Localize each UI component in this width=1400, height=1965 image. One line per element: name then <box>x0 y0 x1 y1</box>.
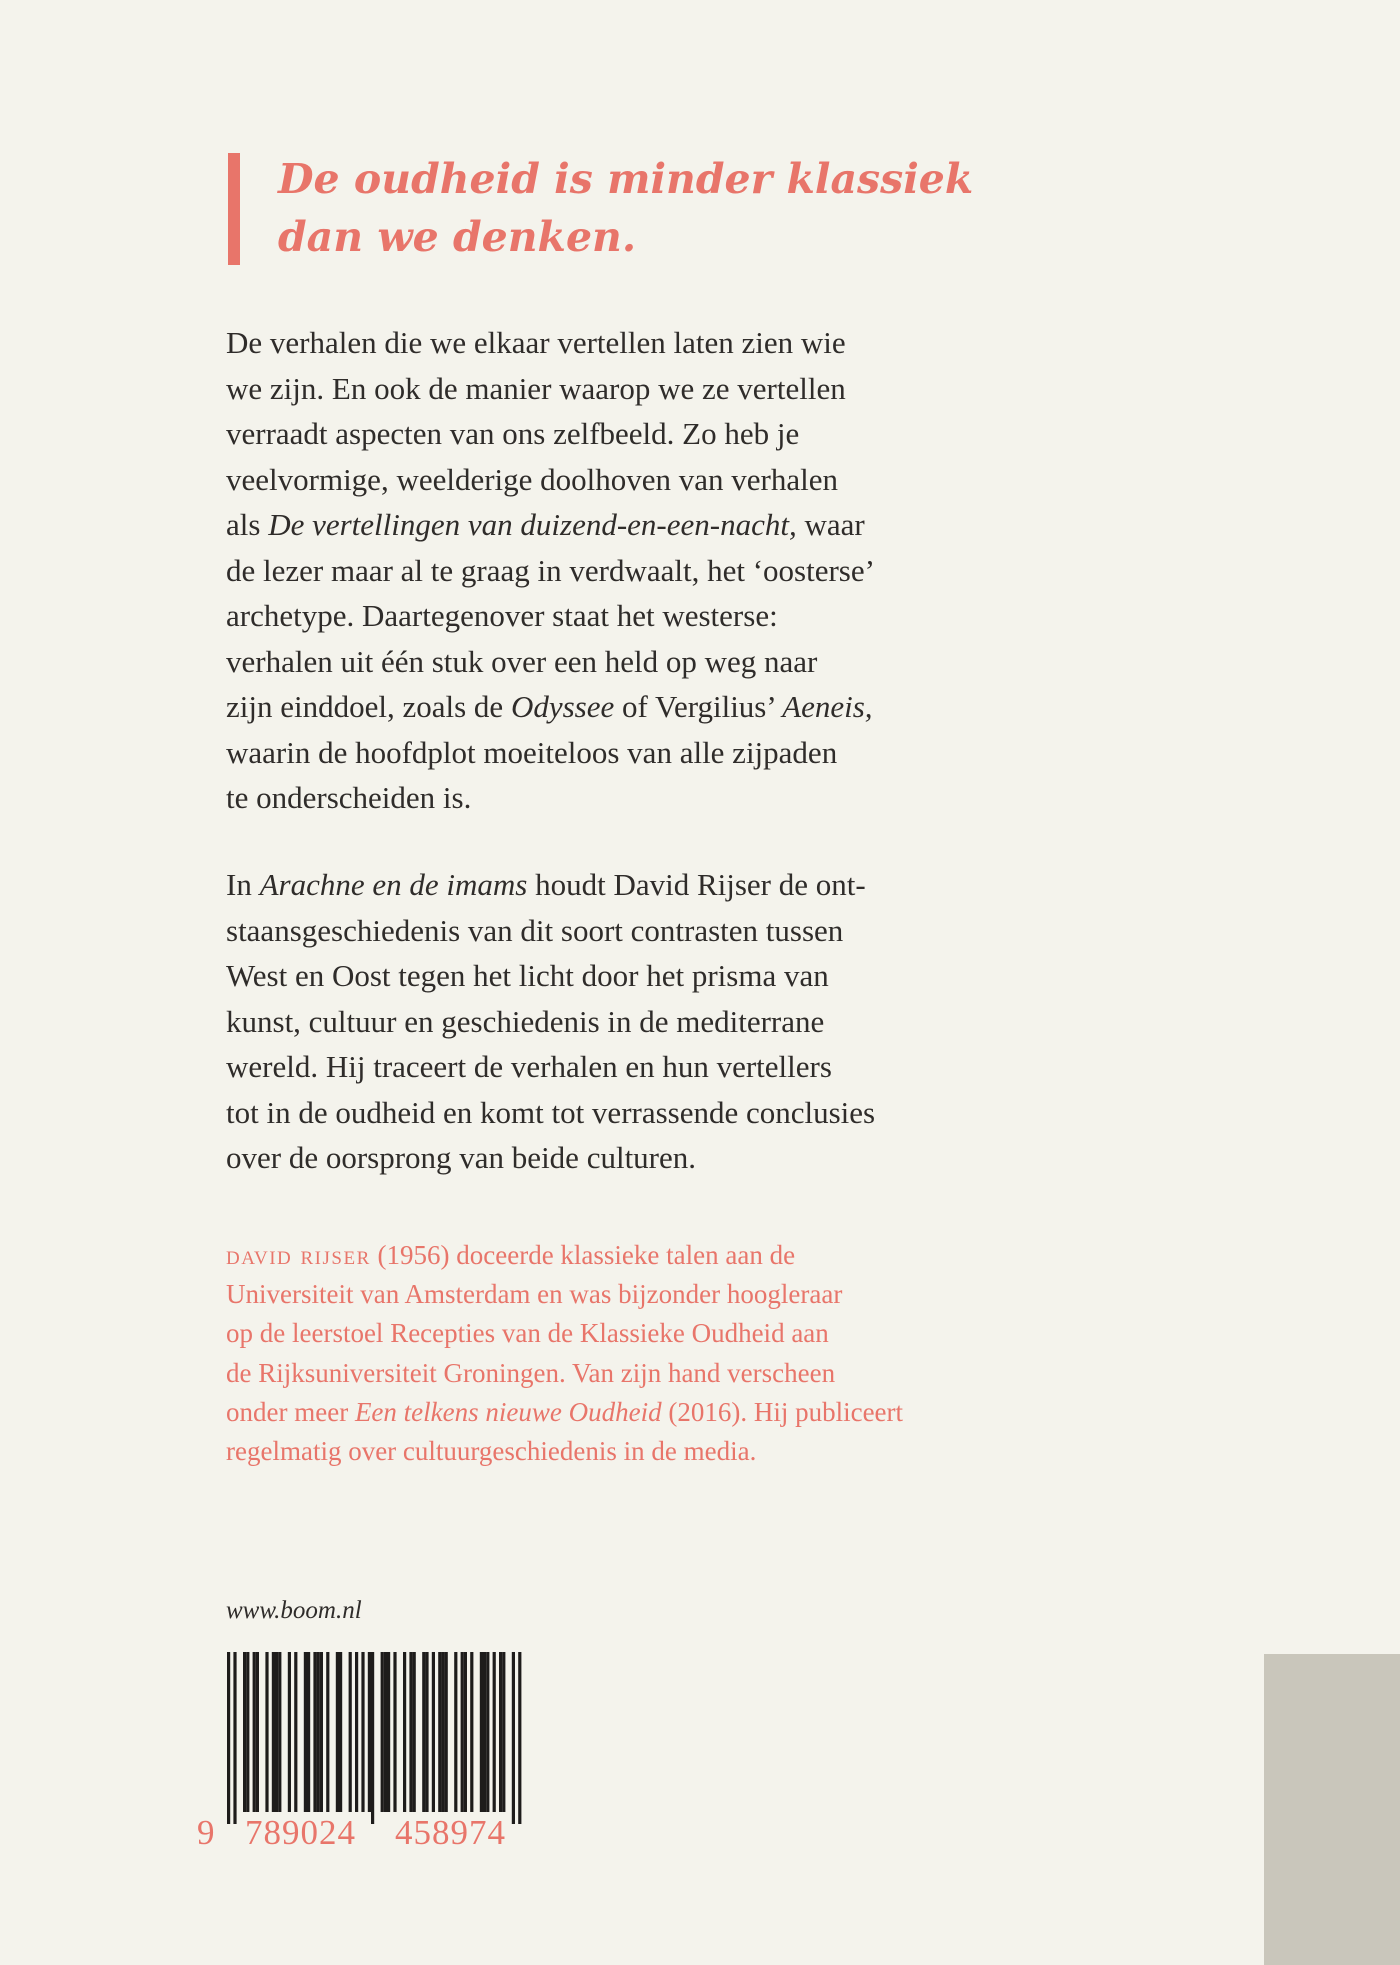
line-text: we zijn. En ook de manier waarop we ze vertellen <box>226 370 846 406</box>
tagline-line-2: dan we denken. <box>278 213 637 261</box>
barcode-bar <box>304 1652 307 1812</box>
barcode-bar <box>288 1652 291 1812</box>
barcode-bar <box>326 1652 329 1812</box>
tagline-line-1: De oudheid is minder klassiek <box>278 155 974 203</box>
bio-line <box>226 1236 1026 1275</box>
barcode-bar <box>461 1652 464 1812</box>
barcode-bar <box>361 1652 364 1812</box>
barcode-bar <box>265 1652 268 1812</box>
blurb-paragraph-1 <box>226 320 1026 821</box>
text-line <box>226 593 1026 639</box>
italic-title: Arachne en de imams <box>259 867 528 902</box>
barcode-bar <box>432 1652 435 1812</box>
barcode-bar <box>441 1652 444 1812</box>
barcode-bar <box>336 1652 339 1812</box>
barcode-bar <box>445 1652 448 1812</box>
bio-line <box>226 1393 1026 1432</box>
isbn-lead-digit: 9 <box>197 1813 215 1852</box>
barcode-bar <box>307 1652 310 1812</box>
isbn-group-1: 789024 <box>245 1813 356 1852</box>
tagline <box>278 150 978 266</box>
barcode-bar <box>320 1652 323 1812</box>
bio-line-text: regelmatig over cultuurgeschiedenis in de media. <box>226 1436 757 1467</box>
isbn-group-2: 458974 <box>395 1813 506 1852</box>
text-line <box>226 548 1026 594</box>
line-text: archetype. Daartegenover staat het westerse: <box>226 598 778 633</box>
barcode-bar <box>246 1652 249 1812</box>
italic-title: Odyssee <box>510 689 615 724</box>
bio-line <box>226 1354 1026 1393</box>
barcode-bar <box>512 1652 515 1824</box>
line-text: waar <box>796 507 865 542</box>
barcode-bar <box>454 1652 457 1812</box>
bio-line <box>226 1275 1026 1314</box>
barcode-bar <box>438 1652 441 1812</box>
quote-accent-bar <box>228 153 240 265</box>
bio-line-text: de Rijksuniversiteit Groningen. Van zijn hand verscheen <box>226 1357 836 1388</box>
barcode-bar <box>413 1652 416 1812</box>
text-line <box>226 502 1026 548</box>
line-text: verraadt aspecten van ons zelfbeeld. Zo heb je <box>226 416 800 451</box>
bio-line-text: (1956) doceerde klassieke talen aan de <box>370 1240 796 1270</box>
barcode-bar <box>381 1652 384 1812</box>
author-bio <box>226 1236 1026 1471</box>
line-text: te onderscheiden is. <box>226 780 472 815</box>
line-text: wereld. Hij traceert de verhalen en hun vertellers <box>226 1049 832 1084</box>
barcode-bar <box>294 1652 297 1812</box>
barcode-bar <box>518 1652 521 1824</box>
text-line <box>226 1044 1026 1090</box>
publisher-website: www.boom.nl <box>226 1597 362 1624</box>
barcode-bar <box>272 1652 275 1812</box>
bio-line <box>226 1314 1026 1353</box>
text-line <box>226 775 1026 821</box>
bio-line <box>226 1432 1026 1471</box>
italic-title: Aeneis, <box>782 689 873 724</box>
line-text: waarin de hoofdplot moeiteloos van alle zijpaden <box>226 734 838 770</box>
barcode-bar <box>499 1652 502 1812</box>
text-line <box>226 953 1026 999</box>
line-text: over de oorsprong van beide culturen. <box>226 1140 697 1175</box>
text-line <box>226 1135 1026 1181</box>
line-text: verhalen uit één stuk over een held op weg naar <box>226 643 818 679</box>
barcode-bar <box>313 1652 316 1812</box>
text-line <box>226 1090 1026 1136</box>
line-text: tot in de oudheid en komt tot verrassende conclusies <box>226 1094 876 1130</box>
barcode-bar <box>480 1652 483 1812</box>
line-text: De verhalen die we elkaar vertellen laten zien wie <box>226 325 846 360</box>
barcode-bar <box>425 1652 428 1812</box>
barcode-bar <box>355 1652 358 1812</box>
barcode-bar <box>393 1652 396 1812</box>
text-line <box>226 908 1026 954</box>
line-text: houdt David Rijser de ont- <box>527 867 866 902</box>
text-line <box>226 684 1026 730</box>
barcode-bar <box>486 1652 489 1812</box>
spine-color-block <box>1264 1654 1400 1965</box>
line-text: staansgeschiedenis van dit soort contrasten tussen <box>226 912 844 948</box>
text-line <box>226 639 1026 685</box>
text-line <box>226 411 1026 457</box>
line-text: de lezer maar al te graag in verdwaalt, het ‘oosterse’ <box>226 552 875 588</box>
barcode-bar <box>227 1652 230 1824</box>
barcode-bar <box>464 1652 467 1812</box>
line-text: In <box>226 867 260 902</box>
barcode-bar <box>317 1652 320 1812</box>
barcode-bar <box>387 1652 390 1812</box>
barcode-bar <box>371 1652 374 1824</box>
line-text: West en Oost tegen het licht door het prisma van <box>226 958 829 993</box>
italic-title: Een telkens nieuwe Oudheid <box>354 1396 662 1427</box>
line-text: of Vergilius’ <box>614 689 783 724</box>
blurb-paragraph-2 <box>226 862 1026 1181</box>
line-text: zijn einddoel, zoals de <box>226 689 511 724</box>
text-line <box>226 320 1026 366</box>
barcode-bar <box>256 1652 259 1812</box>
bio-line-text: onder meer <box>226 1396 355 1427</box>
author-name: david rijser <box>226 1240 371 1270</box>
barcode-bar <box>384 1652 387 1812</box>
barcode-bar <box>368 1652 371 1812</box>
barcode-bar <box>253 1652 256 1812</box>
barcode-bar <box>483 1652 486 1812</box>
barcode-bar <box>493 1652 496 1812</box>
barcode-bar <box>275 1652 278 1812</box>
barcode-bar <box>502 1652 505 1812</box>
barcode-bar <box>470 1652 473 1812</box>
line-text: kunst, cultuur en geschiedenis in de mediterrane <box>226 1003 825 1039</box>
bio-line-text: (2016). Hij publiceert <box>661 1396 904 1427</box>
barcode-bar <box>349 1652 352 1812</box>
barcode-bar <box>339 1652 342 1812</box>
line-text: als <box>226 507 269 542</box>
text-line <box>226 730 1026 776</box>
text-line <box>226 366 1026 412</box>
italic-title: De vertellingen van duizend-en-een-nacht, <box>268 507 797 542</box>
barcode-bar <box>278 1652 281 1812</box>
barcode-bar <box>243 1652 246 1812</box>
bio-line-text: Universiteit van Amsterdam en was bijzonder hoogleraar <box>226 1279 843 1310</box>
line-text: veelvormige, weelderige doolhoven van verhalen <box>226 461 839 497</box>
barcode-bar <box>409 1652 412 1812</box>
text-line <box>226 862 1026 908</box>
text-line <box>226 999 1026 1045</box>
barcode-bar <box>403 1652 406 1812</box>
barcode-bar <box>233 1652 236 1824</box>
bio-line-text: op de leerstoel Recepties van de Klassieke Oudheid aan <box>226 1318 829 1349</box>
barcode-bar <box>422 1652 425 1812</box>
text-line <box>226 457 1026 503</box>
